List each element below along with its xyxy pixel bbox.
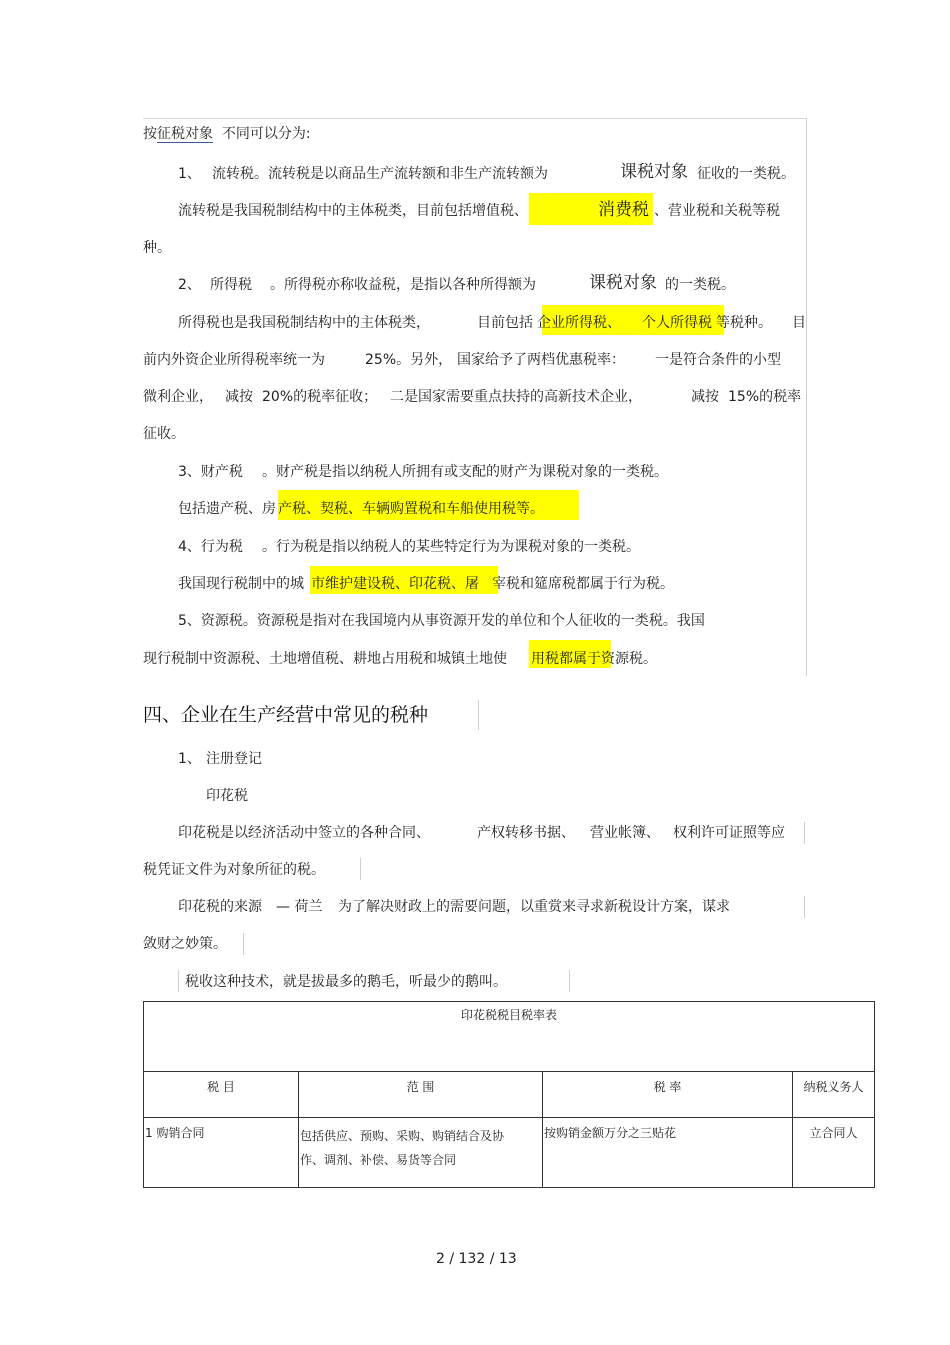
table-cell-rate: 按购销金额万分之三贴花 [543, 1118, 793, 1188]
heading-right-line [478, 700, 479, 730]
frame-right-line [806, 118, 807, 676]
stamp-tax-table [143, 1001, 875, 1188]
s4-desc: 。行为税是指以纳税人的某些特定行为为课税对象的一类税。 [262, 539, 640, 555]
p1-c: 营业帐簿、 [590, 825, 660, 841]
s3-desc: 。财产税是指以纳税人所拥有或支配的财产为课税对象的一类税。 [262, 464, 668, 480]
s2-line2d: 个人所得税 [642, 315, 712, 331]
s3-line2b: 产税、契税、车辆购置税和车船使用税等。 [278, 501, 544, 517]
para-right-line [243, 933, 244, 955]
s2-line2b: 目前包括 [477, 315, 533, 331]
p1-e: 税凭证文件为对象所征的税。 [143, 862, 325, 878]
s3-line2a: 包括遗产税、房 [178, 501, 276, 517]
s1-line2a: 流转税是我国税制结构中的主体税类，目前包括增值税、 [178, 203, 528, 219]
s2-line4a: 微利企业， [143, 389, 213, 405]
s2-line3b: 25%。另外， [365, 352, 453, 368]
s1-line3: 种。 [143, 240, 171, 256]
s3-title: 3、财产税 [178, 464, 243, 480]
s2-line2a: 所得税也是我国税制结构中的主体税类， [178, 315, 430, 331]
para-right-line [360, 858, 361, 880]
s4-line2b: 市维护建设税、印花税、屠 [311, 576, 479, 592]
s5-line2c: 资源税。 [601, 651, 657, 667]
table-cell-item: 1 购销合同 [144, 1118, 299, 1188]
reg-num: 1、 [178, 751, 201, 767]
s2-line5: 征收。 [143, 426, 185, 442]
s2-line2c: 企业所得税、 [537, 315, 621, 331]
s2-line4c: 20%的税率征收； [262, 389, 378, 405]
table-header-payer: 纳税义务人 [793, 1072, 875, 1118]
s5-line2b: 用税都属于 [531, 651, 601, 667]
table-cell-payer: 立合同人 [793, 1118, 875, 1188]
s2-line4d: 二是国家需要重点扶持的高新技术企业， [390, 389, 642, 405]
s1-line2c: 、营业税和关税等税 [654, 203, 780, 219]
s2-line2f: 目 [792, 315, 806, 331]
s2-rest: 。所得税亦称收益税，是指以各种所得额为 [270, 277, 536, 293]
section-heading: 四、企业在生产经营中常见的税种 [143, 704, 429, 726]
s2-title: 所得税 [210, 277, 252, 293]
intro-prefix: 按 [143, 126, 157, 142]
table-cell-scope-line1: 包括供应、预购、采购、购销结合及协 [300, 1129, 505, 1143]
intro-line [143, 124, 311, 144]
s2-line2e: 等税种。 [716, 315, 772, 331]
intro-term: 征税对象 [157, 126, 213, 142]
s2-line3c: 国家给予了两档优惠税率： [457, 352, 625, 368]
s4-line2c: 宰税和筵席税都属于行为税。 [492, 576, 674, 592]
table-header-item: 税 目 [144, 1072, 299, 1118]
p3: 税收这种技术，就是拔最多的鹅毛，听最少的鹅叫。 [185, 974, 507, 990]
intro-suffix: 不同可以分为: [221, 126, 311, 142]
reg-sub: 印花税 [206, 788, 248, 804]
table-header-rate: 税 率 [543, 1072, 793, 1118]
table-cell-scope-line2: 作、调剂、补偿、易货等合同 [300, 1153, 457, 1167]
reg-label: 注册登记 [206, 751, 262, 767]
s1-big-term: 课税对象 [620, 162, 688, 182]
s2-line3a: 前内外资企业所得税率统一为 [143, 352, 325, 368]
p2-a: 印花税的来源 [178, 899, 262, 915]
p1-a: 印花税是以经济活动中签立的各种合同、 [178, 825, 430, 841]
frame-top-line [143, 118, 807, 119]
s2-line4b: 减按 [225, 389, 253, 405]
s4-line2a: 我国现行税制中的城 [178, 576, 304, 592]
page-number: 2 / 132 / 13 [436, 1251, 517, 1267]
s2-big-term: 课税对象 [589, 273, 657, 293]
table-row [144, 1118, 875, 1188]
s1-consumption-tax: 消费税 [598, 200, 649, 220]
table-cell-scope [299, 1118, 543, 1188]
para-left-line [178, 970, 179, 992]
p1-b: 产权转移书据、 [477, 825, 575, 841]
s2-line3d: 一是符合条件的小型 [655, 352, 781, 368]
para-right-line [569, 970, 570, 992]
s5-title: 5、资源税。资源税是指对在我国境内从事资源开发的单位和个人征收的一类税。我国 [178, 613, 705, 629]
table-header-row [144, 1072, 875, 1118]
s1-title: 流转税。流转税是以商品生产流转额和非生产流转额为 [212, 166, 548, 182]
p2-c: 为了解决财政上的需要问题，以重赏来寻求新税设计方案，谋求 [338, 899, 730, 915]
s2-line4e: 减按 [691, 389, 719, 405]
p2-d: 敛财之妙策。 [143, 936, 227, 952]
s1-num: 1、 [178, 166, 201, 182]
para-right-line [804, 822, 805, 844]
p1-d: 权利许可证照等应 [673, 825, 785, 841]
s2-tail: 的一类税。 [665, 277, 735, 293]
table-header-scope: 范 围 [299, 1072, 543, 1118]
table-caption: 印花税税目税率表 [144, 1002, 875, 1072]
s2-line4f: 15%的税率 [728, 389, 802, 405]
s5-line2a: 现行税制中资源税、土地增值税、耕地占用税和城镇土地使 [143, 651, 507, 667]
table-caption-row [144, 1002, 875, 1072]
para-right-line [804, 896, 805, 918]
s2-num: 2、 [178, 277, 201, 293]
s1-tail: 征收的一类税。 [697, 166, 795, 182]
s4-title: 4、行为税 [178, 539, 243, 555]
p2-b: — 荷兰 [276, 899, 323, 915]
